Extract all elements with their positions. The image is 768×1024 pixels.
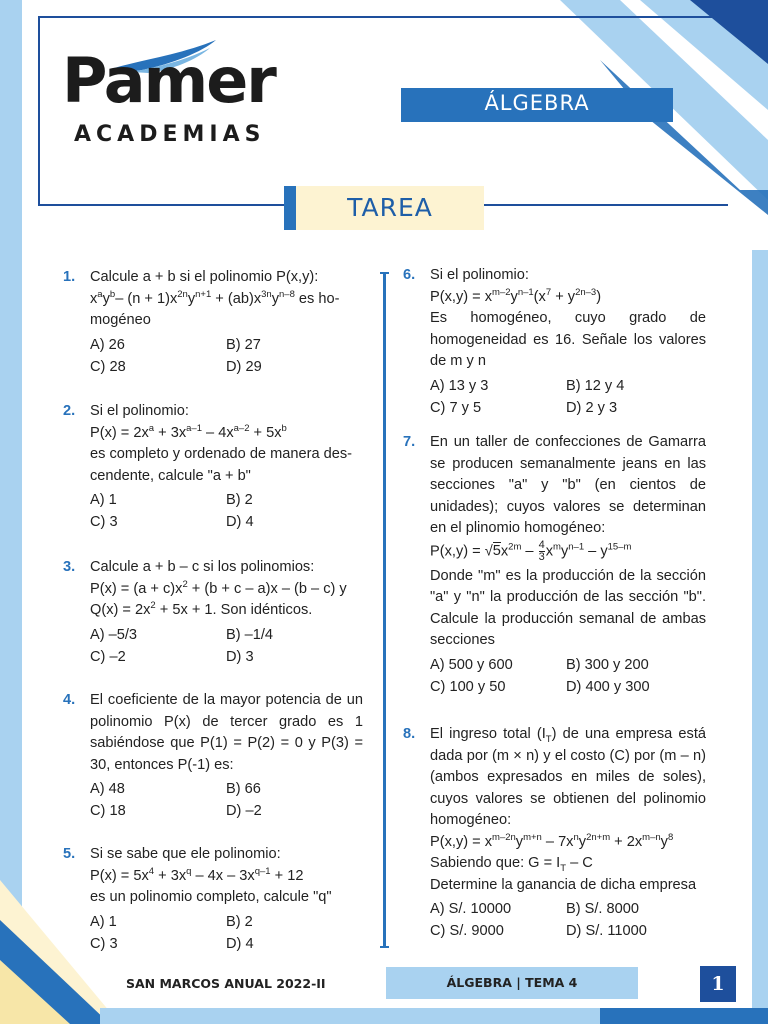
question-number: 7. (403, 434, 416, 450)
question-formula: $P(x) = (a + c)x^2 + (b + c - a)x - (b - c)$ y (90, 578, 347, 597)
question-number: 6. (403, 267, 416, 283)
question-text: es completo y ordenado de manera des- (90, 446, 353, 462)
question-text: mogéneo (90, 312, 151, 328)
option-a[interactable]: A) –5/3 (90, 626, 138, 643)
question-text: Si el polinomio: (430, 267, 529, 283)
question-text: Donde "m" es la producción de la sección "a" y "n" la producción de las sección "b". Calcule la producción semanal de ambas secciones (430, 567, 706, 648)
footer-topic: ÁLGEBRA | TEMA 4 (446, 975, 578, 990)
option-a[interactable]: A) 26 (90, 336, 125, 353)
question-text-continuation: de una empresa está dada por (m × n) y el costo (C) por (m – n) (ambos expresados en miles de soles), cuyos valores se obtienen del polinomio homogéneo: (430, 726, 706, 828)
question-formula: $Q(x) = 2x^2 + 5x + 1$. Son idénticos. (90, 600, 313, 618)
question-number: 3. (63, 559, 76, 575)
footer-course: SAN MARCOS ANUAL 2022-II (126, 976, 326, 991)
option-d[interactable]: D) S/. 11000 (566, 923, 647, 939)
question-number: 4. (63, 692, 76, 708)
option-b[interactable]: B) 66 (226, 781, 261, 797)
option-b[interactable]: B) 27 (226, 336, 261, 353)
option-b[interactable]: B) 2 (226, 913, 253, 930)
question-text: Si se sabe que ele polinomio: (90, 846, 281, 862)
option-c[interactable]: C) 18 (90, 803, 126, 819)
question-number: 5. (63, 846, 76, 862)
question-number: 8. (403, 726, 416, 742)
option-a[interactable]: A) 13 y 3 (430, 377, 489, 394)
option-d[interactable]: D) 29 (226, 358, 262, 375)
option-a[interactable]: A) 1 (90, 492, 117, 508)
option-b[interactable]: B) 300 y 200 (566, 656, 649, 673)
column-divider (383, 272, 386, 948)
option-b[interactable]: B) 2 (226, 492, 253, 508)
question-formula: $P(x,y) = x^{m-2n}y^{m+n} - 7x^ny^{2n+m} + 2x^{m-n}y^8$ (430, 831, 674, 850)
subject-title: ÁLGEBRA (484, 91, 590, 115)
option-a[interactable]: A) S/. 10000 (430, 901, 512, 917)
question-text: es un polinomio completo, calcule "q" (90, 889, 332, 905)
option-c[interactable]: C) 28 (90, 358, 126, 375)
option-d[interactable]: D) 2 y 3 (566, 399, 618, 416)
question-text: cendente, calcule "a + b" (90, 467, 251, 484)
option-a[interactable]: A) 500 y 600 (430, 656, 513, 673)
option-d[interactable]: D) 4 (226, 935, 254, 952)
page-number: 1 (711, 973, 725, 995)
option-d[interactable]: D) 3 (226, 648, 254, 665)
option-d[interactable]: D) 4 (226, 514, 254, 530)
subject-banner (401, 88, 673, 122)
question-number: 1. (63, 269, 76, 285)
section-title: TAREA (347, 193, 433, 222)
question-1 (63, 267, 363, 382)
option-c[interactable]: C) S/. 9000 (430, 923, 504, 939)
section-stripe (284, 186, 296, 230)
option-c[interactable]: C) –2 (90, 648, 126, 665)
brand-logo-subtitle: ACADEMIAS (74, 122, 266, 147)
option-d[interactable]: D) –2 (226, 803, 262, 819)
question-formula: Sabiendo que: $G = I_T - C$ (430, 855, 593, 874)
option-d[interactable]: D) 400 y 300 (566, 678, 650, 695)
question-formula: $P(x,y) = x^{m-2}y^{n-1}(x^7 + y^{2n-3})$ (430, 286, 602, 305)
question-formula: $P(x) = 2x^a + 3x^{a-1} - 4x^{a-2} + 5x^b$ (90, 422, 287, 441)
option-c[interactable]: C) 7 y 5 (430, 399, 482, 416)
option-c[interactable]: C) 3 (90, 935, 118, 952)
question-text: El coeficiente de la mayor potencia de un polinomio P(x) de tercer grado es 1 sabiéndose que P(1) = P(2) = 0 y P(3) = 30, entonces P(-1) es: (90, 692, 363, 773)
question-text: Calcule a + b si el polinomio P(x,y): (90, 269, 319, 285)
question-text: Si el polinomio: (90, 403, 189, 419)
page-number-box (700, 966, 736, 1002)
footer-topic-bar (386, 967, 638, 999)
option-c[interactable]: C) 100 y 50 (430, 678, 506, 695)
question-text: El ingreso total $(I_T)$ de una empresa está dada por (m × n) y el costo (C) por (m – n) (ambos expresados en miles de soles), cuyos valores se obtienen del polinomio homogéneo: (430, 726, 706, 828)
question-text: Es homogéneo, cuyo grado de homogeneidad es 16. Señale los valores de m y n (430, 310, 706, 369)
option-b[interactable]: B) 12 y 4 (566, 377, 625, 394)
question-text: Determine la ganancia de dicha empresa (430, 876, 697, 893)
question-formula: $x^ay^b-$ $(n + 1)x^{2n}y^{n+1} + (ab)x^{3n}y^{n-8}$ es ho- (90, 288, 340, 307)
option-a[interactable]: A) 48 (90, 781, 125, 797)
option-c[interactable]: C) 3 (90, 514, 118, 530)
option-a[interactable]: A) 1 (90, 913, 117, 930)
question-number: 2. (63, 403, 76, 419)
question-text: En un taller de confecciones de Gamarra se producen semanalmente jeans en las secciones "a" y "b" (en cientos de unidades); cuyos valores se determinan en el plinomio homogéneo: (430, 434, 706, 536)
question-formula: $P(x) = 5x^4 + 3x^q - 4x - 3x^{q-1} + 12$ (90, 865, 304, 884)
option-b[interactable]: B) –1/4 (226, 626, 274, 643)
question-formula: $P(x,y) = √5x^{2m}$ – $\frac{4}{3}$ $x^my^{n-1} - y^{15-m}$ (430, 538, 632, 563)
option-b[interactable]: B) S/. 8000 (566, 901, 640, 917)
question-text: Calcule a + b – c si los polinomios: (90, 559, 315, 575)
brand-logo-name: Pamer (62, 44, 275, 117)
section-banner (284, 186, 484, 230)
